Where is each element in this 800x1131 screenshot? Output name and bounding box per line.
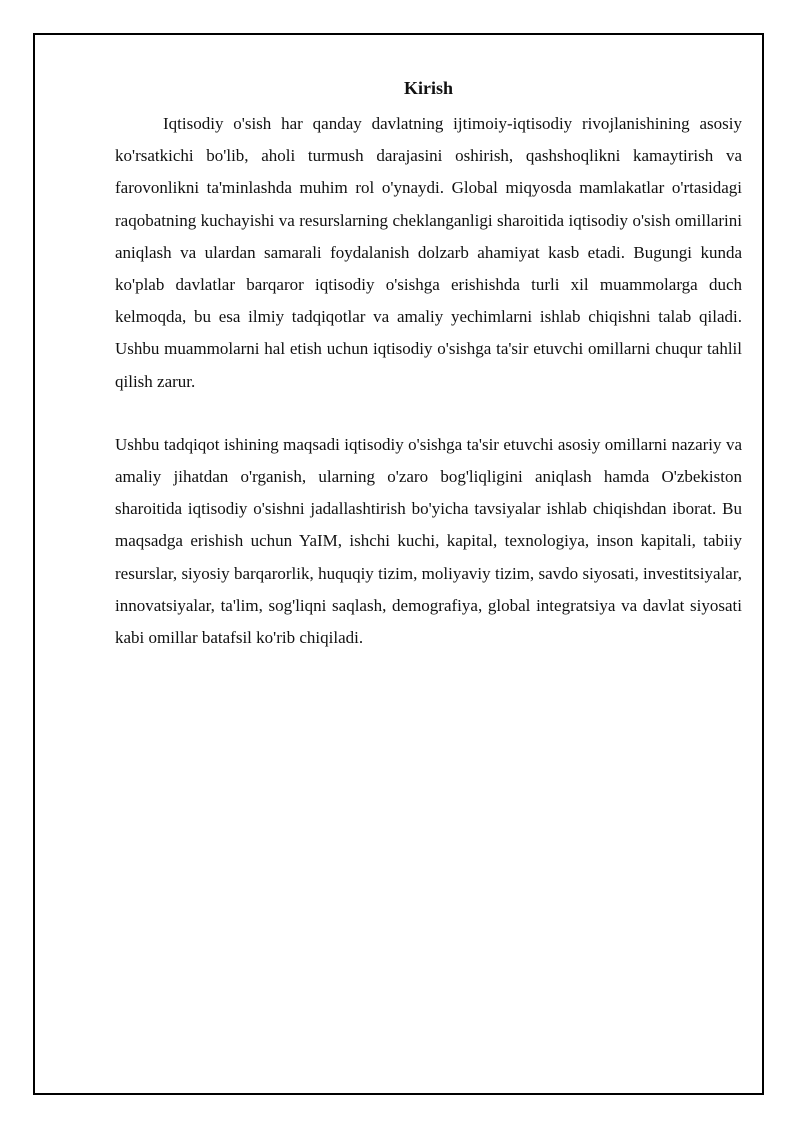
document-body <box>115 76 742 654</box>
paragraph-intro: Iqtisodiy o'sish har qanday davlatning ijtimoiy-iqtisodiy rivojlanishining asosiy ko'rsatkichi bo'lib, aholi turmush darajasini oshirish, qashshoqlikni kamaytirish va farovonlikni ta'minlashda muhim rol o'ynaydi. Global miqyosda mamlakatlar o'rtasidagi raqobatning kuchayishi va resurslarning cheklanganligi sharoitida iqtisodiy o'sish omillarini aniqlash va ulardan samarali foydalanish dolzarb ahamiyat kasb etadi. Bugungi kunda ko'plab davlatlar barqaror iqtisodiy o'sishga erishishda turli xil muammolarga duch kelmoqda, bu esa ilmiy tadqiqotlar va amaliy yechimlarni ishlab chiqishni talab qiladi. Ushbu muammolarni hal etish uchun iqtisodiy o'sishga ta'sir etuvchi omillarni chuqur tahlil qilish zarur. <box>115 114 742 391</box>
page-title: Kirish <box>403 78 453 98</box>
paragraph-aim: Ushbu tadqiqot ishining maqsadi iqtisodiy o'sishga ta'sir etuvchi asosiy omillarni nazariy va amaliy jihatdan o'rganish, ularning o'zaro bog'liqligini aniqlash hamda O'zbekiston sharoitida iqtisodiy o'sishni jadallashtirish bo'yicha tavsiyalar ishlab chiqishdan iborat. Bu maqsadga erishish uchun YaIM, ishchi kuchi, kapital, texnologiya, inson kapitali, tabiiy resurslar, siyosiy barqarorlik, huquqiy tizim, moliyaviy tizim, savdo siyosati, investitsiyalar, innovatsiyalar, ta'lim, sog'liqni saqlash, demografiya, global integratsiya va davlat siyosati kabi omillar batafsil ko'rib chiqiladi. <box>115 434 742 648</box>
